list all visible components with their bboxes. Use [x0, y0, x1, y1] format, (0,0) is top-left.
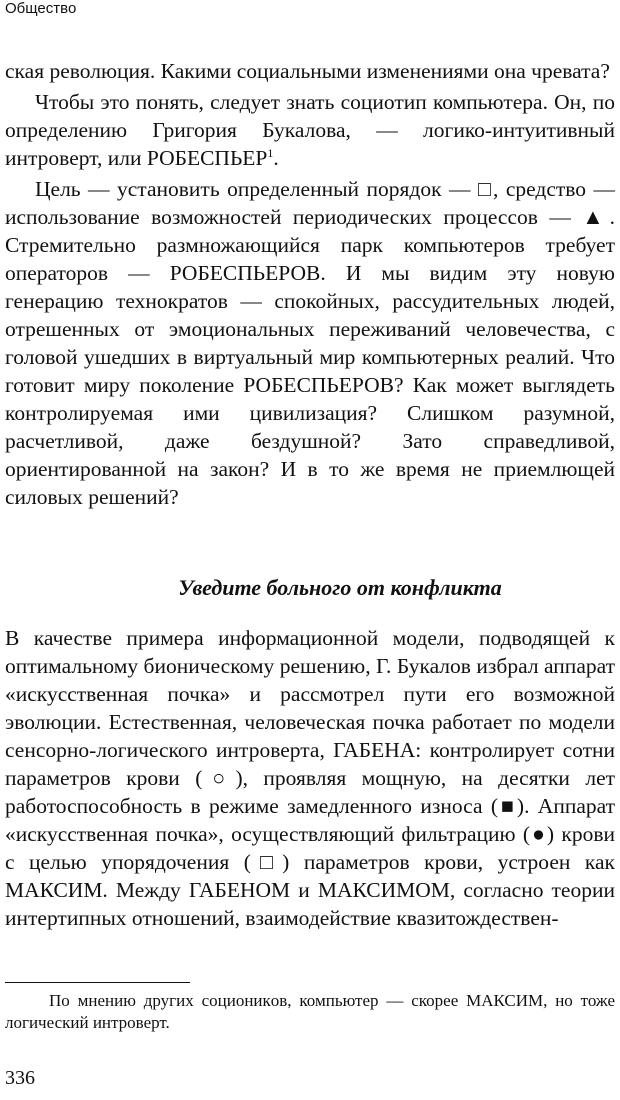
paragraph-4-text-d: ) крови с целью упорядочения (	[5, 822, 615, 874]
paragraph-goal	[5, 175, 615, 511]
paragraph-2-end: .	[273, 146, 279, 170]
footnote-text: По мнению других соционикoв, компьютер — скорее МАКСИМ, но тоже логический интроверт.	[5, 991, 615, 1032]
section-heading: Уведите больного от конфликта	[178, 575, 502, 600]
paragraph-4-text-a: В качестве примера информационной модели, подводящей к оптимальному бионическому решению, Г. Букалов избрал аппарат «искусственная почка» и рассмотрел пути его возможной эволюции. Естественная, человеческая почка работает по модели сенсорно-логического интроверта, ГАБЕНА: контролирует сотни параметров крови (	[5, 626, 615, 790]
square-outline-icon: □	[477, 177, 494, 201]
paragraph-4-text-c: ). Аппарат «искусственная почка», осуществляющий фильтрацию (	[5, 794, 615, 846]
paragraph-continuation	[5, 57, 615, 85]
paragraph-1-text: ская революция. Какими социальными изменениями она чревата?	[5, 59, 610, 83]
paragraph-3-text-b: , средство — использование возможностей периодических процессов —	[5, 177, 615, 229]
paragraph-4-text-e: ) параметров крови, устроен как МАКСИМ. Между ГАБЕНОМ и МАКСИМОМ, согласно теории интертипных отношений, взаимодействие квазитождествен-	[5, 850, 615, 930]
text-block-top	[5, 57, 615, 511]
paragraph-kidney	[5, 624, 615, 932]
paragraph-socio-type	[5, 88, 615, 172]
footnote-reference: 1	[267, 145, 274, 160]
circle-outline-icon: ○	[202, 766, 236, 790]
running-head: Общество	[5, 0, 77, 17]
paragraph-2-text: Чтобы это понять, следует знать социотип компьютера. Он, по определению Григория Букалова, — логико-интуитивный интроверт, или РОБЕСПЬЕР	[5, 90, 615, 170]
square-outline-icon: □	[250, 850, 283, 874]
footnote-divider	[5, 982, 190, 983]
paragraph-4-text-b: ), проявляя мощную, на десятки лет работоспособность в режиме замедленного износа (	[5, 766, 616, 818]
text-block-bottom	[5, 624, 615, 932]
paragraph-3-text-c: . Стремительно размножающийся парк компьютеров требует операторов — РОБЕСПЬЕРОВ. И мы видим эту новую генерацию технократов — спокойных, рассудительных людей, отрешенных от эмоциональных переживаний человечества, с головой ушедших в виртуальный мир компьютерных реалий. Что готовит миру поколение РОБЕСПЬЕРОВ? Как может выглядеть контролируемая ими цивилизация? Слишком разумной, расчетливой, даже бездушной? Зато справедливой, ориентированной на закон? И в то же время не приемлющей силовых решений?	[5, 205, 615, 509]
circle-filled-icon: ●	[530, 822, 547, 846]
square-filled-icon: ■	[498, 794, 517, 818]
page-number: 336	[5, 1067, 35, 1089]
triangle-icon: ▲	[582, 205, 610, 229]
paragraph-3-text-a: Цель — установить определенный порядок —	[35, 177, 478, 201]
